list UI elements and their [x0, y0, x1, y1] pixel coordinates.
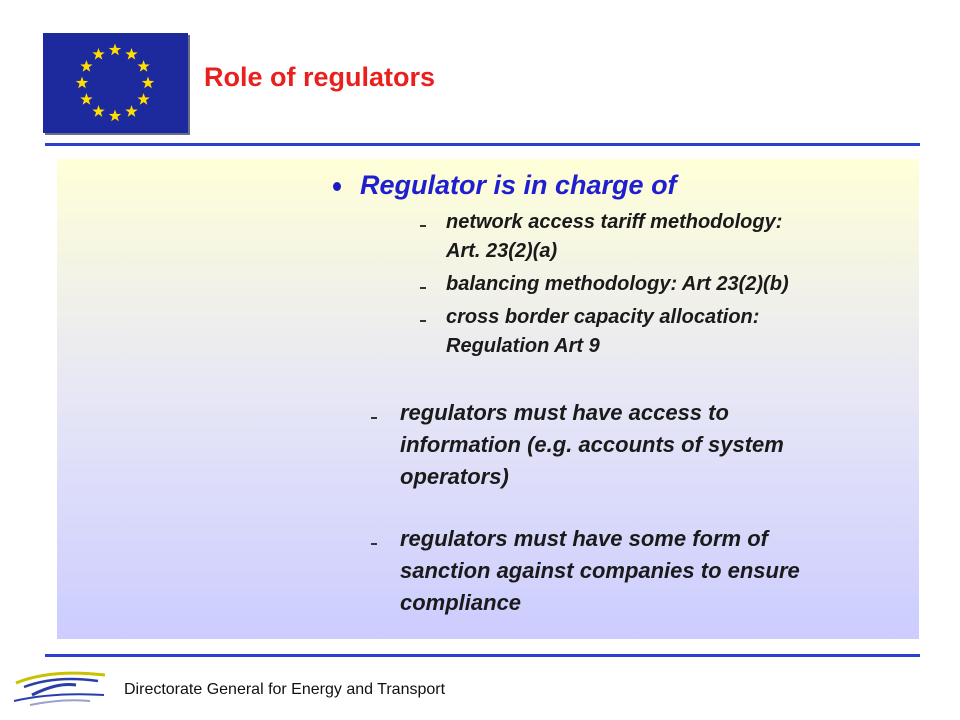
star-icon	[92, 48, 104, 60]
dg-energy-transport-logo	[10, 665, 110, 709]
sanction-item-line-1: regulators must have some form of	[400, 526, 768, 551]
sub-item-tariff-line-1: network access tariff methodology:	[446, 211, 783, 233]
access-item-line-2: information (e.g. accounts of system	[400, 432, 784, 457]
star-icon	[80, 93, 92, 105]
bullet-dot	[333, 182, 341, 191]
star-icon	[76, 77, 88, 89]
access-item-line-1: regulators must have access to	[400, 400, 729, 425]
sanction-item-line-2: sanction against companies to ensure	[400, 558, 800, 583]
dash-bullet	[420, 287, 426, 289]
star-icon	[109, 44, 121, 56]
star-icon	[142, 77, 154, 89]
star-icon	[137, 60, 149, 72]
star-icon	[125, 48, 137, 60]
star-icon	[109, 110, 121, 122]
dash-bullet	[371, 417, 377, 419]
access-item-line-3: operators)	[400, 464, 509, 489]
footer-directorate: Directorate General for Energy and Transport	[124, 681, 446, 698]
star-icon	[92, 105, 104, 117]
sub-item-capacity-line-2: Regulation Art 9	[446, 335, 600, 357]
dash-bullet	[420, 225, 426, 227]
dash-bullet	[371, 543, 377, 545]
star-icon	[137, 93, 149, 105]
sanction-item-line-3: compliance	[400, 590, 522, 615]
top-divider	[45, 143, 920, 146]
main-bullet-heading: Regulator is in charge of	[360, 170, 677, 200]
eu-flag-logo	[43, 33, 188, 133]
star-icon	[125, 105, 137, 117]
dash-bullet	[420, 320, 426, 322]
bottom-divider	[45, 654, 920, 657]
star-icon	[80, 60, 92, 72]
sub-item-tariff-line-2: Art. 23(2)(a)	[446, 240, 558, 262]
sub-item-capacity-line-1: cross border capacity allocation:	[446, 306, 760, 328]
slide-title: Role of regulators	[204, 62, 436, 92]
sub-item-balancing: balancing methodology: Art 23(2)(b)	[446, 273, 789, 295]
